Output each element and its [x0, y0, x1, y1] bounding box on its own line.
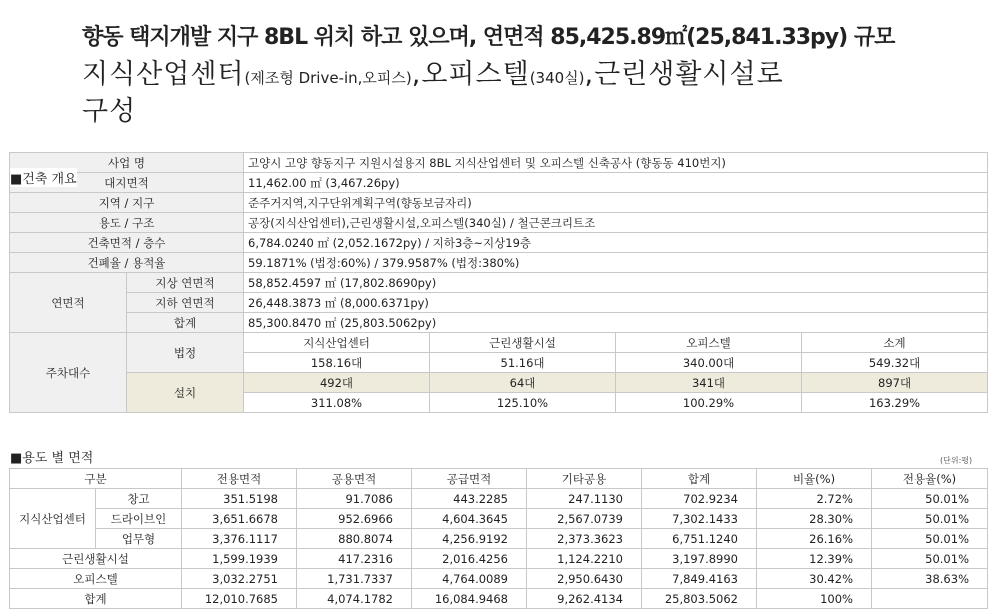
use-value: 공장(지식산업센터),근린생활시설,오피스텔(340실) / 철근콘크리트조 [244, 213, 988, 233]
usage-cell: 3,197.8990 [642, 549, 757, 569]
overview-section-title: ■건축 개요 [10, 168, 77, 187]
headline-line2-part1: 지식산업센터 [82, 59, 245, 90]
headline-line2-part3: ,오피스텔 [411, 59, 530, 90]
parking-install-value: 897대 [802, 373, 988, 393]
usage-header: 전용면적 [182, 469, 297, 489]
usage-cell: 50.01% [872, 489, 988, 509]
building-area-label: 건축면적 / 층수 [10, 233, 244, 253]
above-area-value: 58,852.4597 ㎡ (17,802.8690py) [244, 273, 988, 293]
project-label: 사업 명 [10, 153, 244, 173]
parking-install-pct: 100.29% [616, 393, 802, 413]
usage-cell: 26.16% [757, 529, 872, 549]
table-row [10, 509, 988, 529]
parking-header: 지식산업센터 [244, 333, 430, 353]
parking-install-value: 492대 [244, 373, 430, 393]
overview-table [9, 152, 988, 413]
usage-cell: 1,124.2210 [527, 549, 642, 569]
usage-cell: 1,599.1939 [182, 549, 297, 569]
table-row [10, 569, 988, 589]
usage-header: 비율(%) [757, 469, 872, 489]
usage-cell: 4,604.3645 [412, 509, 527, 529]
floor-area-label: 연면적 [10, 273, 127, 333]
building-area-value: 6,784.0240 ㎡ (2,052.1672py) / 지하3층~지상19층 [244, 233, 988, 253]
headline-line3: 구성 [82, 96, 137, 127]
parking-legal-label: 법정 [127, 333, 244, 373]
usage-cell: 4,074.1782 [297, 589, 412, 609]
total-area-value: 85,300.8470 ㎡ (25,803.5062py) [244, 313, 988, 333]
usage-cell: 50.01% [872, 549, 988, 569]
usage-cell: 443.2285 [412, 489, 527, 509]
table-row [10, 173, 988, 193]
usage-header: 공용면적 [297, 469, 412, 489]
usage-cell: 25,803.5062 [642, 589, 757, 609]
usage-header: 공급면적 [412, 469, 527, 489]
headline-line2-part5: ,근린생활시설로 [584, 59, 784, 90]
usage-cell: 4,256.9192 [412, 529, 527, 549]
parking-install-pct: 125.10% [430, 393, 616, 413]
usage-cell: 2,567.0739 [527, 509, 642, 529]
usage-cell: 2.72% [757, 489, 872, 509]
parking-legal-value: 340.00대 [616, 353, 802, 373]
usage-section-title: ■용도 별 면적 [10, 447, 93, 466]
usage-cell: 702.9234 [642, 489, 757, 509]
usage-cell: 2,373.3623 [527, 529, 642, 549]
usage-cell: 12.39% [757, 549, 872, 569]
usage-cell: 351.5198 [182, 489, 297, 509]
usage-cell: 417.2316 [297, 549, 412, 569]
usage-cell: 6,751.1240 [642, 529, 757, 549]
usage-row-name: 오피스텔 [10, 569, 182, 589]
headline [82, 18, 982, 128]
table-row [10, 489, 988, 509]
parking-install-label: 설치 [127, 373, 244, 413]
parking-install-value: 341대 [616, 373, 802, 393]
usage-row-name: 창고 [96, 489, 182, 509]
headline-line2-part4: (340실) [529, 69, 585, 87]
parking-install-pct: 311.08% [244, 393, 430, 413]
headline-line2-part2: (제조형 Drive-in,오피스) [244, 69, 412, 87]
above-area-label: 지상 연면적 [127, 273, 244, 293]
table-row [10, 373, 988, 393]
usage-cell: 30.42% [757, 569, 872, 589]
usage-cell: 100% [757, 589, 872, 609]
usage-cell: 7,302.1433 [642, 509, 757, 529]
usage-cell: 38.63% [872, 569, 988, 589]
usage-cell: 28.30% [757, 509, 872, 529]
parking-install-value: 64대 [430, 373, 616, 393]
table-row [10, 333, 988, 353]
table-row [10, 293, 988, 313]
usage-cell: 16,084.9468 [412, 589, 527, 609]
usage-header: 합계 [642, 469, 757, 489]
usage-cell: 880.8074 [297, 529, 412, 549]
usage-cell: 3,376.1117 [182, 529, 297, 549]
site-area-value: 11,462.00 ㎡ (3,467.26py) [244, 173, 988, 193]
usage-header: 구분 [10, 469, 182, 489]
usage-header: 전용율(%) [872, 469, 988, 489]
usage-cell: 50.01% [872, 509, 988, 529]
table-row [10, 213, 988, 233]
table-row [10, 313, 988, 333]
usage-table [9, 468, 988, 609]
table-row [10, 253, 988, 273]
usage-cell: 247.1130 [527, 489, 642, 509]
usage-cell: 50.01% [872, 529, 988, 549]
table-row [10, 153, 988, 173]
zone-value: 준주거지역,지구단위계획구역(향동보금자리) [244, 193, 988, 213]
below-area-value: 26,448.3873 ㎡ (8,000.6371py) [244, 293, 988, 313]
below-area-label: 지하 연면적 [127, 293, 244, 313]
usage-row-name: 근린생활시설 [10, 549, 182, 569]
usage-cell: 2,016.4256 [412, 549, 527, 569]
usage-cell: 3,032.2751 [182, 569, 297, 589]
usage-row-name: 업무형 [96, 529, 182, 549]
total-area-label: 합계 [127, 313, 244, 333]
table-row [10, 233, 988, 253]
site-area-label: 대지면적 [10, 173, 244, 193]
usage-cell: 952.6966 [297, 509, 412, 529]
table-row [10, 193, 988, 213]
table-row [10, 529, 988, 549]
usage-cell [872, 589, 988, 609]
unit-label: (단위:평) [940, 456, 973, 465]
use-label: 용도 / 구조 [10, 213, 244, 233]
usage-cell: 9,262.4134 [527, 589, 642, 609]
parking-header: 오피스텔 [616, 333, 802, 353]
table-row [10, 549, 988, 569]
parking-header: 소계 [802, 333, 988, 353]
table-row [10, 589, 988, 609]
usage-cell: 7,849.4163 [642, 569, 757, 589]
table-row [10, 469, 988, 489]
usage-row-name: 합계 [10, 589, 182, 609]
parking-legal-value: 158.16대 [244, 353, 430, 373]
usage-group-label: 지식산업센터 [10, 489, 96, 549]
ratio-value: 59.1871% (법정:60%) / 379.9587% (법정:380%) [244, 253, 988, 273]
usage-row-name: 드라이브인 [96, 509, 182, 529]
usage-cell: 1,731.7337 [297, 569, 412, 589]
parking-legal-value: 549.32대 [802, 353, 988, 373]
project-value: 고양시 고양 향동지구 지원시설용지 8BL 지식산업센터 및 오피스텔 신축공사 (향동동 410번지) [244, 153, 988, 173]
ratio-label: 건폐율 / 용적율 [10, 253, 244, 273]
usage-header: 기타공용 [527, 469, 642, 489]
parking-install-pct: 163.29% [802, 393, 988, 413]
headline-line1: 향동 택지개발 지구 8BL 위치 하고 있으며, 연면적 85,425.89㎡(25,841.33py) 규모 [82, 25, 895, 50]
parking-legal-value: 51.16대 [430, 353, 616, 373]
parking-header: 근린생활시설 [430, 333, 616, 353]
usage-cell: 3,651.6678 [182, 509, 297, 529]
parking-label: 주차대수 [10, 333, 127, 413]
usage-cell: 12,010.7685 [182, 589, 297, 609]
table-row [10, 273, 988, 293]
usage-cell: 4,764.0089 [412, 569, 527, 589]
usage-cell: 2,950.6430 [527, 569, 642, 589]
usage-cell: 91.7086 [297, 489, 412, 509]
headline-line2 [82, 58, 982, 95]
zone-label: 지역 / 지구 [10, 193, 244, 213]
